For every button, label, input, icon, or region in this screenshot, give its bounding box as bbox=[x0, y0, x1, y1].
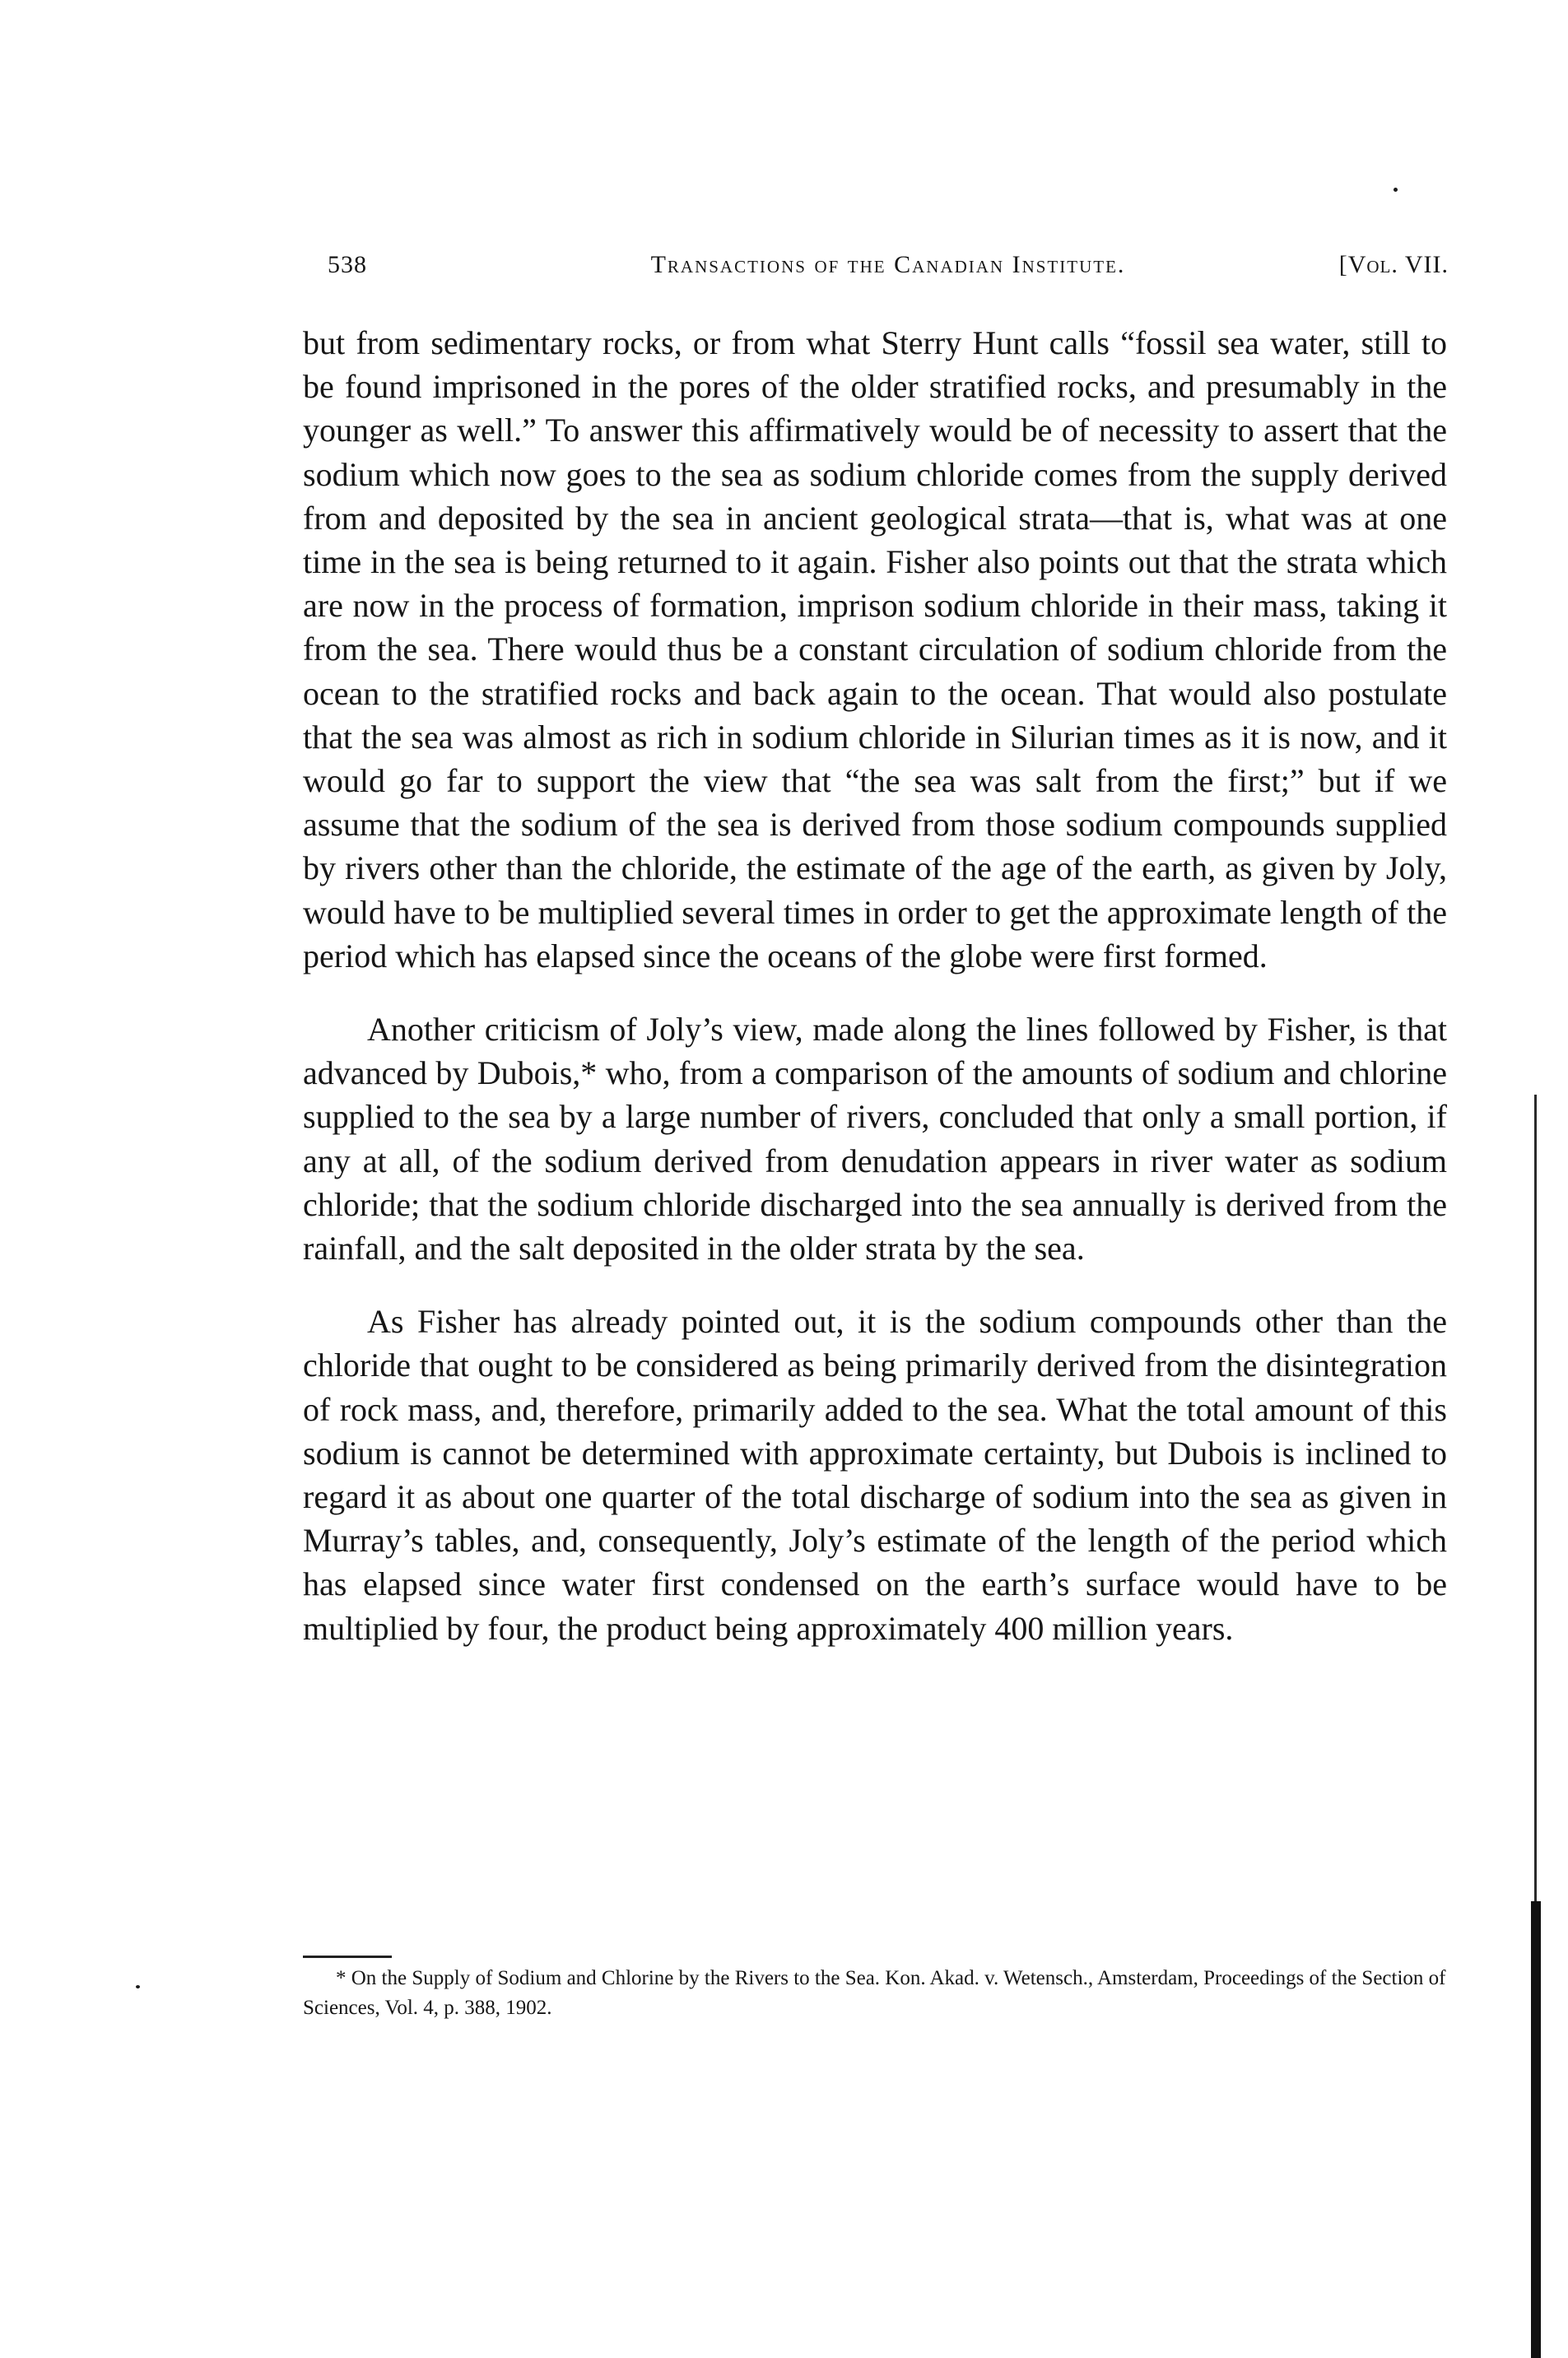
page-number: 538 bbox=[328, 251, 367, 278]
footnote: * On the Supply of Sodium and Chlorine by the Rivers to the Sea. Kon. Akad. v. Wetensch., Amsterdam, Proceedings of the Section of Sciences, Vol. 4, p. 388, 1902. bbox=[303, 1967, 1446, 2019]
running-header bbox=[328, 251, 1449, 292]
scan-speck bbox=[136, 1985, 140, 1988]
body-text bbox=[303, 321, 1447, 1650]
scan-speck bbox=[1394, 188, 1398, 192]
scan-edge-shadow bbox=[1531, 1901, 1541, 2358]
running-title: Transactions of the Canadian Institute. bbox=[650, 251, 1126, 278]
volume-label: [Vol. VII. bbox=[1338, 251, 1449, 278]
footnote-rule bbox=[303, 1956, 392, 1958]
paragraph-fisher-estimate: As Fisher has already pointed out, it is the sodium compounds other than the chloride that ought to be considered as being primarily derived from the disintegration of rock mass, and, therefore, primarily added to the sea. What the total amount of this sodium is cannot be determined with approximate certainty, but Dubois is inclined to regard it as about one quarter of the total discharge of sodium into the sea as given in Murray’s tables, and, consequently, Joly’s estimate of the length of the period which has elapsed since water first condensed on the earth’s surface would have to be multiplied by four, the product being approximately 400 million years. bbox=[303, 1303, 1447, 1647]
paragraph-dubois-criticism: Another criticism of Joly’s view, made along the lines followed by Fisher, is that advanced by Dubois,* who, from a comparison of the amounts of sodium and chlorine supplied to the sea by a large number of rivers, concluded that only a small portion, if any at all, of the sodium derived from denudation appears in river water as sodium chloride; that the sodium chloride discharged into the sea annually is derived from the rainfall, and the salt deposited in the older strata by the sea. bbox=[303, 1011, 1447, 1267]
paragraph-continued: but from sedimentary rocks, or from what Sterry Hunt calls “fossil sea water, still to be found imprisoned in the pores of the older stratified rocks, and presumably in the younger as well.” To answer this affirmatively would be of necessity to assert that the sodium which now goes to the sea as sodium chloride comes from the supply derived from and deposited by the sea in ancient geological strata—that is, what was at one time in the sea is being returned to it again. Fisher also points out that the strata which are now in the process of formation, imprison sodium chloride in their mass, taking it from the sea. There would thus be a constant circulation of sodium chloride from the ocean to the stratified rocks and back again to the ocean. That would also postulate that the sea was almost as rich in sodium chloride in Silurian times as it is now, and it would go far to support the view that “the sea was salt from the first;” but if we assume that the sodium of the sea is derived from those sodium compounds supplied by rivers other than the chloride, the estimate of the age of the earth, as given by Joly, would have to be multiplied several times in order to get the approximate length of the period which has elapsed since the oceans of the globe were first formed. bbox=[303, 324, 1447, 974]
